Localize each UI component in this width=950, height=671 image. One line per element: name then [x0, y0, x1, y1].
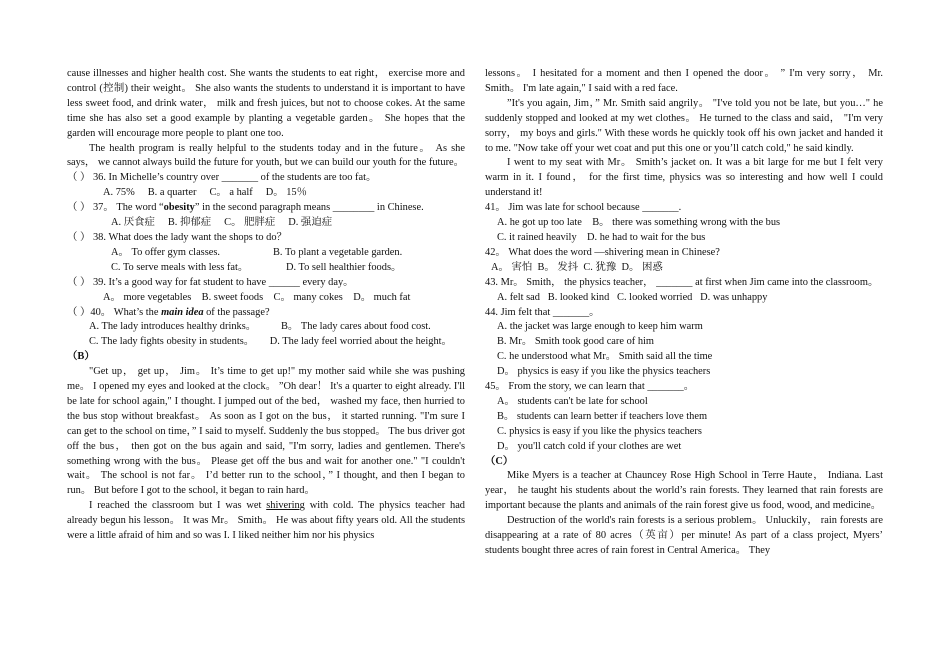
question-42: 42。 What does the word —shivering mean in Chinese?	[485, 246, 720, 258]
question-44: 44. Jim felt that _______。	[485, 306, 600, 318]
passage-b-paragraph-2-post: with cold. The physics teacher had already begun his lesson。 It was Mr。 Smith。 He was about fifty years old. All the students were a little afraid of him and so was I. I liked neither him nor his physics	[67, 500, 465, 542]
passage-a-conclusion: The health program is really helpful to the students today and in the future。 As she says， we cannot always build the future for youth, but we can build our youth for the future。	[67, 142, 465, 169]
left-column	[67, 67, 465, 544]
passage-c-paragraph-2: Destruction of the world's rain forests is a serious problem。 Unluckily， rain forests are disappearing at a rate of 80 acres（英亩）per minute! As part of a class project, Myers’ students bought three acres of rain forest in Central America。 They	[485, 515, 883, 556]
question-42-options: A。 害怕 B。 发抖 C. 犹豫 D。 困惑	[491, 261, 663, 273]
passage-b-paragraph-2	[67, 499, 465, 544]
question-39: （ ） 39. It’s a good way for fat student to have ______ every day。	[67, 276, 354, 288]
question-40-text-post: of the passage?	[203, 306, 270, 318]
question-41-options-ab: A. he got up too late B。 there was something wrong with the bus	[497, 217, 781, 229]
question-45-option-c: C. physics is easy if you like the physics teachers	[497, 425, 702, 437]
passage-c-paragraph-1: Mike Myers is a teacher at Chauncey Rose High School in Terre Haute， Indiana. Last year， he taught his students about the world’s rain forests. They learned that rain forests are important because the plants and animals of the rain forest give us food, wood, and medicine。	[485, 470, 883, 512]
question-40-keyword: main idea	[161, 306, 204, 318]
question-44-option-c: C. he understood what Mr。 Smith said all the time	[497, 351, 713, 363]
question-43: 43. Mr。 Smith， the physics teacher， _______ at first when Jim came into the classroom。	[485, 276, 879, 288]
question-37-text-post: ” in the second paragraph means ________ in Chinese.	[194, 202, 424, 214]
passage-b-paragraph-1: "Get up， get up， Jim。 It’s time to get up!" my mother said while she was pushing me。 I opened my eyes and looked at the clock。 ”Oh dear！ It's a quarter to eight already. I'll be late for school again," I thought. I jumped out of the bed， washed my face, then hurried to the bus stop without breakfast。 As soon as I got on the bus， it started running. "I'm sure I can get to the school on time，” I said to myself. Suddenly the bus stopped。 The bus driver got off the bus， then got on the bus again and said, "I'm sorry, ladies and gentlemen. There's something wrong with the bus。 Please get off the bus and wait for another one." "I couldn't wait。 The school is not far。 I’d better run to the school，” I thought, and then I began to run。 But before I got to the school, it began to rain hard。	[67, 366, 465, 497]
passage-a-paragraph-end: cause illnesses and higher health cost. She wants the students to eat right， exercise more and control (控制) their weight。 She also wants the students to understand it is important to have less sweet food, and drink water， milk and fresh juices, but not to choose cokes. At the same time she has also set a good example by planting a vegetable garden。 She hopes that the garden will encourage more people to plant one too.	[67, 68, 465, 139]
passage-b-paragraph-2-pre: I reached the classroom but I was wet	[89, 500, 267, 512]
question-40-options-cd	[67, 335, 465, 350]
question-45-option-d: D。 you'll catch cold if your clothes are wet	[497, 440, 682, 452]
question-37-options: A. 厌食症 B. 抑郁症 C。 肥胖症 D. 强迫症	[111, 217, 333, 229]
question-38-options-cd	[67, 261, 465, 276]
question-44-option-a: A. the jacket was large enough to keep him warm	[497, 321, 703, 333]
question-36-options: A. 75% B. a quarter C。 a half D。 15％	[103, 187, 308, 199]
section-c-heading: （C）	[485, 455, 514, 467]
question-38-option-a: A。 To offer gym classes.	[111, 246, 221, 258]
question-43-options: A. felt sad B. looked kind C. looked worried D. was unhappy	[497, 291, 768, 303]
question-40	[67, 306, 465, 321]
question-38: （ ） 38. What does the lady want the shops to do？	[67, 231, 287, 243]
section-b-heading: （B）	[67, 351, 95, 363]
question-37	[67, 201, 465, 216]
passage-b-paragraph-4: ”It's you again, Jim，” Mr. Smith said angrily。 "I've told you not be late, but you…" he suddenly stopped and looked at my wet clothes。 He turned to the class and said， "I'm very sorry， my boys and girls." With these words he quickly took off his own jacket and handed it to me. "Now take off your wet coat and put this one or you’ll catch cold," he said kindly.	[485, 97, 883, 154]
question-37-text-pre: （ ） 37。 The word “	[67, 202, 164, 214]
question-40-option-cd: C. The lady fights obesity in students。 D. The lady feel worried about the height。	[89, 336, 452, 348]
question-41: 41。 Jim was late for school because _______.	[485, 202, 682, 214]
shivering-underlined: shivering	[266, 500, 305, 512]
question-45-option-b: B。 students can learn better if teachers love them	[497, 410, 708, 422]
question-38-option-c: C. To serve meals with less fat。	[111, 261, 249, 273]
right-column	[485, 67, 883, 559]
question-38-option-d: D. To sell healthier foods。	[286, 261, 402, 273]
question-39-options: A。 more vegetables B. sweet foods C。 many cokes D。 much fat	[103, 291, 411, 303]
question-37-keyword: obesity	[163, 202, 195, 214]
question-45: 45。 From the story, we can learn that _______。	[485, 381, 695, 393]
question-44-option-d: D。 physics is easy if you like the physics teachers	[497, 366, 711, 378]
question-41-options-cd: C. it rained heavily D. he had to wait for the bus	[497, 231, 706, 243]
passage-b-paragraph-3: lessons。 I hesitated for a moment and then I opened the door。 ” I'm very sorry， Mr. Smith。 I'm late again," I said with a red face.	[485, 68, 883, 94]
question-44-option-b: B. Mr。 Smith took good care of him	[497, 336, 655, 348]
question-40-option-b: B。 The lady cares about food cost.	[281, 321, 431, 333]
question-40-options-ab	[67, 320, 465, 335]
question-40-option-a: A. The lady introduces healthy drinks。	[89, 321, 257, 333]
question-36: （ ） 36. In Michelle’s country over _______ of the students are too fat。	[67, 172, 377, 184]
question-40-text-pre: （ ）40。 What’s the	[67, 306, 162, 318]
question-45-option-a: A。 students can't be late for school	[497, 395, 648, 407]
passage-b-paragraph-5: I went to my seat with Mr。 Smith’s jacket on. It was a bit large for me but I felt very warm in it. I found， for the first time, physics was so interesting and how well I could understand it!	[485, 157, 883, 199]
question-38-option-b: B. To plant a vegetable garden.	[273, 246, 403, 258]
question-38-options-ab	[67, 246, 465, 261]
